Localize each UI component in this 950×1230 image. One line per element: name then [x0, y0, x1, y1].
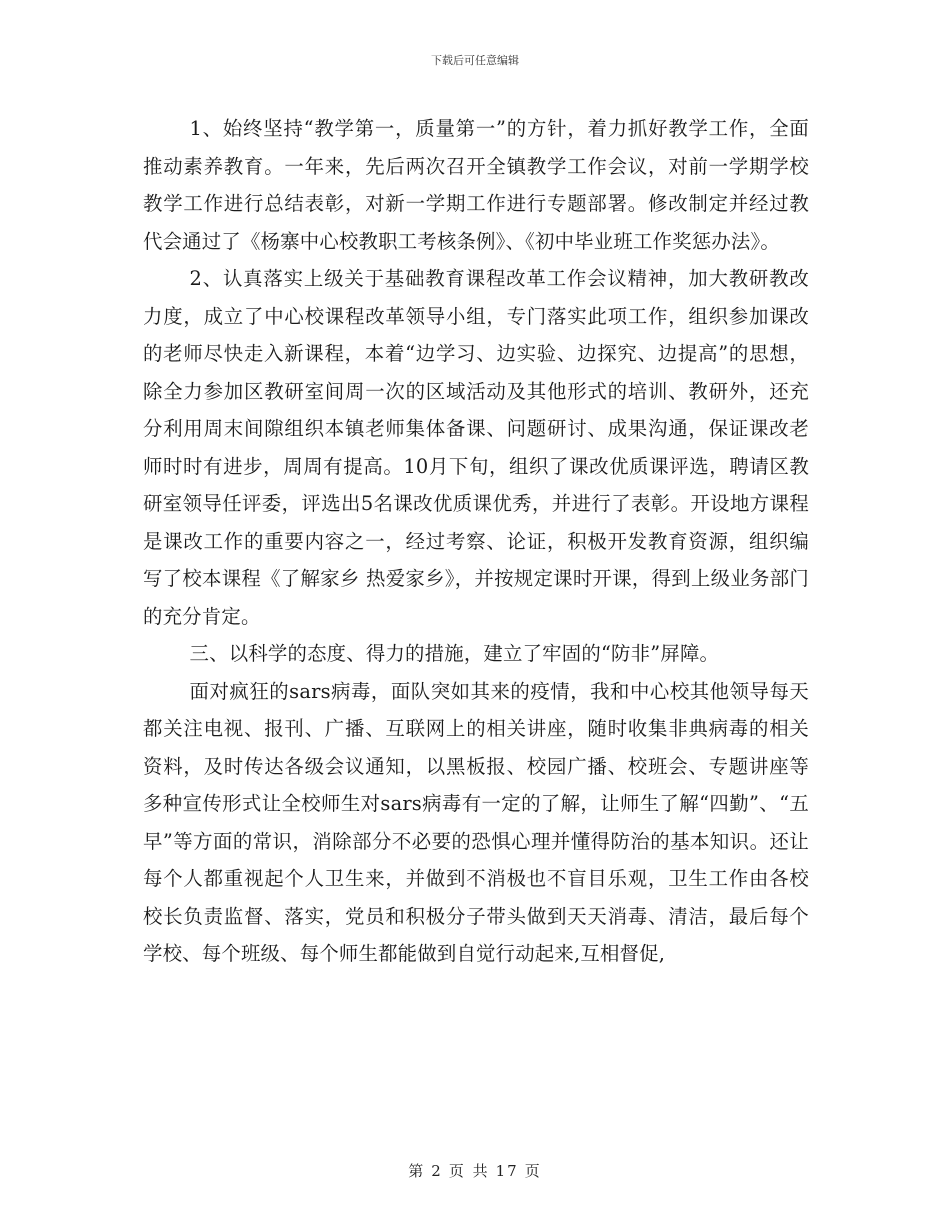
paragraph-teaching-policy: 1、始终坚持“教学第一，质量第一”的方针，着力抓好教学工作，全面推动素养教育。一年来，先后两次召开全镇教学工作会议，对前一学期学校教学工作进行总结表彰，对新一学期工作进行专题部署。修改制定并经过教代会通过了《杨寨中心校教职工考核条例》、《初中毕业班工作奖惩办法》。 — [143, 117, 809, 253]
page-footer — [0, 1160, 950, 1181]
paragraph-sars-heading: 三、以科学的态度、得力的措施，建立了牢固的“防非”屏障。 — [189, 642, 720, 665]
footer-prefix: 第 — [408, 1162, 426, 1180]
document-body — [143, 110, 809, 973]
footer-middle: 页 共 — [448, 1162, 490, 1180]
footer-current-page: 2 — [431, 1162, 443, 1180]
paragraph-sars-measures: 面对疯狂的sars病毒，面队突如其来的疫情，我和中心校其他领导每天都关注电视、报刊、广播、互联网上的相关讲座，随时收集非典病毒的相关资料，及时传达各级会议通知，以黑板报、校园广播、校班会、专题讲座等多种宣传形式让全校师生对sars病毒有一定的了解，让师生了解“四勤”、“五早”等方面的常识，消除部分不必要的恐惧心理并懂得防治的基本知识。还让每个人都重视起个人卫生来，并做到不消极也不盲目乐观，卫生工作由各校校长负责监督、落实，党员和积极分子带头做到天天消毒、清洁，最后每个学校、每个班级、每个师生都能做到自觉行动起来,互相督促, — [143, 679, 809, 965]
footer-suffix: 页 — [524, 1162, 542, 1180]
page-header: 下载后可任意编辑 — [431, 54, 519, 67]
paragraph-curriculum-reform: 2、认真落实上级关于基础教育课程改革工作会议精神，加大教研教改力度，成立了中心校课程改革领导小组，专门落实此项工作，组织参加课改的老师尽快走入新课程，本着“边学习、边实验、边探究、边提高”的思想，除全力参加区教研室间周一次的区域活动及其他形式的培训、教研外，还充分利用周末间隙组织本镇老师集体备课、问题研讨、成果沟通，保证课改老师时时有进步，周周有提高。10月下旬，组织了课改优质课评选，聘请区教研室领导任评委，评选出5名课改优质课优秀，并进行了表彰。开设地方课程是课改工作的重要内容之一，经过考察、论证，积极开发教育资源，组织编写了校本课程《了解家乡 热爱家乡》，并按规定课时开课，得到上级业务部门的充分肯定。 — [143, 267, 809, 628]
footer-total-pages: 17 — [495, 1162, 519, 1180]
